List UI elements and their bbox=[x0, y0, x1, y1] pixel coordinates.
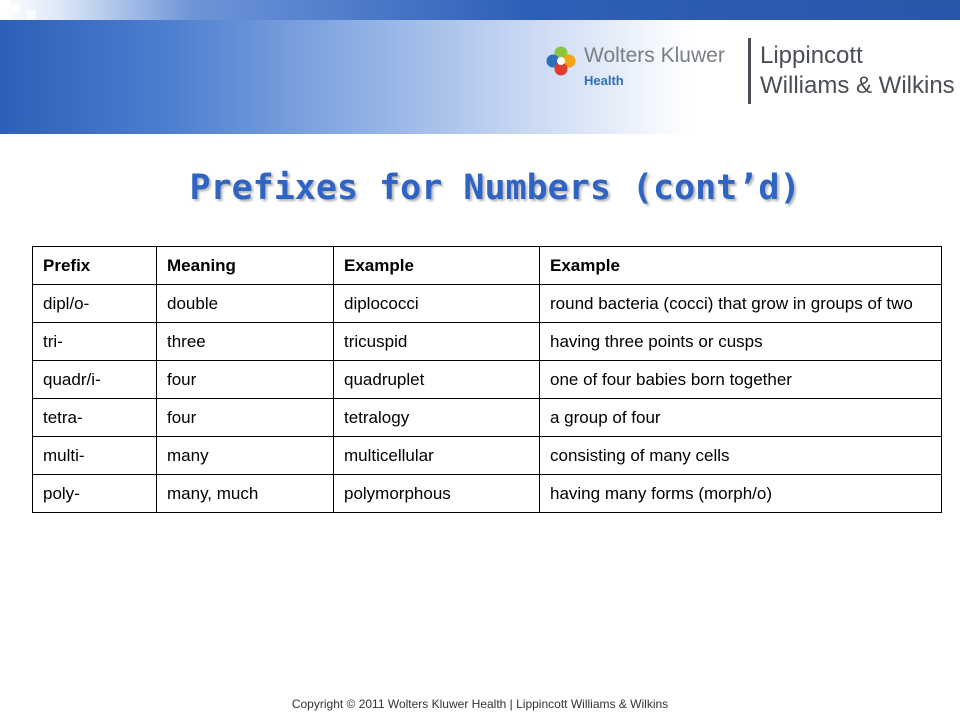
header-prefix: Prefix bbox=[33, 247, 157, 285]
cell-definition: a group of four bbox=[540, 399, 942, 437]
header-meaning: Meaning bbox=[157, 247, 334, 285]
cell-prefix: poly- bbox=[33, 475, 157, 513]
cell-prefix: dipl/o- bbox=[33, 285, 157, 323]
publisher-name-line1: Lippincott bbox=[760, 42, 863, 69]
table-row bbox=[33, 361, 942, 399]
cell-prefix: tetra- bbox=[33, 399, 157, 437]
decor-square bbox=[0, 0, 10, 10]
cell-example: polymorphous bbox=[334, 475, 540, 513]
prefix-table bbox=[32, 246, 942, 513]
cell-meaning: four bbox=[157, 399, 334, 437]
header-example: Example bbox=[334, 247, 540, 285]
cell-prefix: quadr/i- bbox=[33, 361, 157, 399]
publisher-logo bbox=[538, 36, 958, 108]
cell-meaning: three bbox=[157, 323, 334, 361]
brand-division: Health bbox=[584, 73, 624, 88]
table-row bbox=[33, 475, 942, 513]
decor-square bbox=[12, 4, 20, 12]
cell-definition: having many forms (morph/o) bbox=[540, 475, 942, 513]
header-stripe bbox=[0, 0, 960, 20]
table-row bbox=[33, 285, 942, 323]
brand-company: Wolters Kluwer bbox=[584, 44, 725, 67]
table-row bbox=[33, 437, 942, 475]
cell-definition: having three points or cusps bbox=[540, 323, 942, 361]
wolters-kluwer-logo-icon bbox=[544, 44, 578, 78]
cell-example: quadruplet bbox=[334, 361, 540, 399]
table-row bbox=[33, 399, 942, 437]
header-example-definition: Example bbox=[540, 247, 942, 285]
cell-example: tetralogy bbox=[334, 399, 540, 437]
slide-title: Prefixes for Numbers (cont’d) bbox=[189, 168, 801, 208]
cell-definition: one of four babies born together bbox=[540, 361, 942, 399]
table-header-row bbox=[33, 247, 942, 285]
cell-prefix: multi- bbox=[33, 437, 157, 475]
copyright-footer: Copyright © 2011 Wolters Kluwer Health | Lippincott Williams & Wilkins bbox=[291, 697, 669, 711]
cell-meaning: many, much bbox=[157, 475, 334, 513]
cell-example: diplococci bbox=[334, 285, 540, 323]
decor-square bbox=[26, 10, 36, 20]
logo-divider bbox=[748, 38, 751, 104]
table-row bbox=[33, 323, 942, 361]
cell-meaning: many bbox=[157, 437, 334, 475]
cell-definition: consisting of many cells bbox=[540, 437, 942, 475]
cell-definition: round bacteria (cocci) that grow in groups of two bbox=[540, 285, 942, 323]
cell-example: multicellular bbox=[334, 437, 540, 475]
cell-example: tricuspid bbox=[334, 323, 540, 361]
cell-prefix: tri- bbox=[33, 323, 157, 361]
cell-meaning: double bbox=[157, 285, 334, 323]
cell-meaning: four bbox=[157, 361, 334, 399]
publisher-name-line2: Williams & Wilkins bbox=[760, 72, 955, 99]
decor-square bbox=[4, 14, 10, 20]
